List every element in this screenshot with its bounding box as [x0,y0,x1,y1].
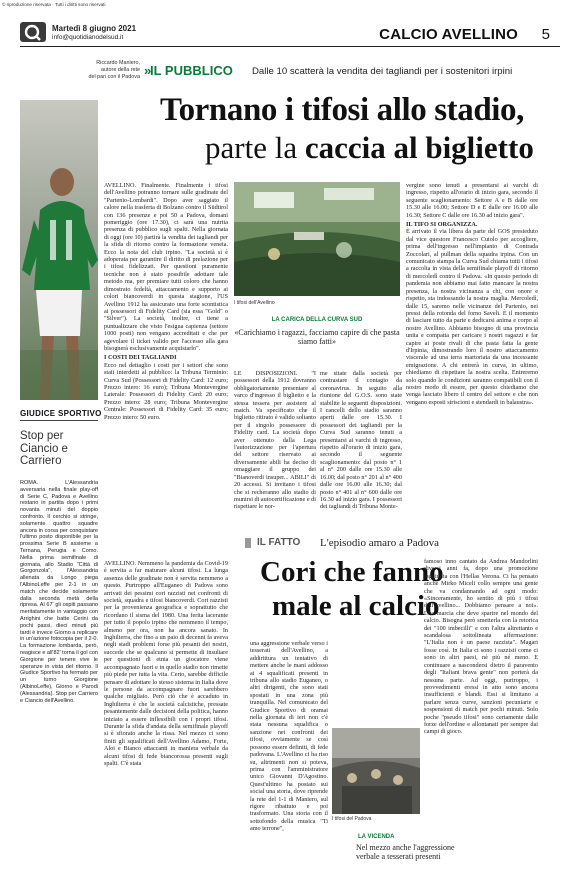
sidebar-divider [20,420,98,421]
section-title: CALCIO AVELLINO [379,26,518,43]
article-subkicker: Dalle 10 scatterà la vendita dei tagliandi per i sostenitori irpini [252,66,513,77]
section-marker [245,538,251,548]
issue-date: Martedì 8 giugno 2021 [52,24,137,33]
headline-line-2: parte la caccia al biglietto [205,130,534,165]
fatto-column-3: famoso inno cantato da Andrea Mandorlini diversi anni fa, dopo una promozione raggiunta con l'Hellas Verona. Ci ha pensato anche Mirko Miceli collo sempre una gente che va condannando ad ogni modo: «Sinceramente, ho sentito di più i tifosi dell'Avellino... Dobbiamo pensare a noi». Una marcia che deve sparire nel mondo del calcio. Bisogna però smetterla con la retorica dei "100 imbecilli" e con l'altra altrettanto e scandalosa sottolineata affermazione: "L'Italia non è un paese razzista". Magari fosse così. In Italia ci sono i razzisti come ci sono in altri paesi, nè più né meno. E continuare a nascondersi dietro il paravento degli "Italiani brava gente" non porterà da nessuna parte. Ad oggi, purtroppo, i provvedimenti eressi in atto sono ancora insufficienti e blandi. Essi si limitano a parlare senza curve, sanzioni pecuniarie e sospensioni di match per pochi minuti. Solo poche "pseudo tifosi" sono certamente dalle forze dell'ordine e allontanati per sempre dai campi di gioco. [424,558,538,736]
article-column-1: AVELLINO. Finalmente. Finalmente i tifosi dell'Avellino potranno tornare sulle gradinate del "Partenio-Lombardi". Dopo aver saggiato il calore nella trasferta di Bolzano contro il Südtirol con 136 presenze e poi 50 a Padova, domani pomeriggio (ore 17.30), ci sarà una nutrita presenza di pubblico sugli spalti. Nella giornata di oggi (ore 10) partirà la vendita dei tagliandi per la sfida di ritorno contro la formazione veneta. Ecco la nota del club irpino. "La società si è adoperata per garantire il diritto di prelazione per i tifosi fidelizzati. Per questioni puramente tecniche non è stato possibile adottare tale metodo ma, per premiare tutti coloro che hanno dimostrato fedeltà, attaccamento e supporto ai colori biancoverdi in questa stagione, l'US Avellino 1912 ha assicurato una forte scontistica ai possessori di Fidelity Card (sia essa "Gold" o "Silver"). La società, inoltre, ci tiene a puntualizzare che visto l'esigua capienza (settore 1000 posti) non vengano accreditati e che per agevolare il ticket valido per l'accesso alla gara bisognerà esclusivamente acquistarlo". I COSTI DEI TAGLIANDI Ecco nel dettaglio i costi per i settori che sono stati interdetti al pubblico: la Tribuna Terminio: Curva Sud (Possessori di Fidelity Card: 12 euro; Prezzo intero: 16 euro); Tribuna Montevergine Laterale: Possessori di Fidelity Card: 20 euro; Prezzo intero: 28 euro; Tribuna Montevergine Centrale: Possessori di Fidelity Card: 35 euro; Prezzo intero: 50 euro. [104,182,228,421]
chevron-right-icon: » [144,63,152,78]
fatto-headline-line-2: male al calcio [272,590,440,622]
copyright-note: © riproduzione riservata · Tutti i diritti sono riservati [2,2,106,7]
pull-quote-label: LA CARICA DELLA CURVA SUD [271,317,363,323]
player-photo [20,100,98,400]
headline-line-1: Tornano i tifosi allo stadio, [160,92,525,128]
sidebar-title: Stop per Ciancio e Carriero [20,430,68,467]
fatto-subtitle: L'episodio amaro a Padova [320,537,439,549]
header-divider [20,46,560,47]
crowd-photo-caption: I tifosi dell'Avellino [234,300,275,306]
article-column-3: me sitate dalla società per contrastare il contagio da coronavirus. In seguito alla riunione del G.O.S. sono state stabilite le seguenti disposizioni. I cancelli dello stadio saranno aperti dalle ore 15.30. I possessori dei tagliandi per la Curva Sud saranno tenuti a presentarsi ai varchi di ingresso, rispetto all'orario di inizio gara, secondo il seguente scaglionamento: dal posto n° 1 al n° 200 dalle ore 15.30 alle 16.00; dal posto n° 201 al n° 400 dalle ore 16.00 alle 16.30; dal posto n° 401 al n° 600 dalle ore 16.30 ad inizio gara. I possessori dei tagliandi di Tribuna Monte- [320,370,402,511]
newspaper-logo-icon [20,22,46,42]
padova-fans-photo [332,728,420,814]
fatto-headline-line-1: Cori che fanno [260,556,444,588]
page-number: 5 [541,26,550,43]
article-column-2: LE DISPOSIZIONI. "I possessori della 1912 dovranno obbligatoriamente presentare al varco d'ingresso il biglietto e la stessa tessera per assistere al match. Va specificato che il biglietto ritirato è valido soltanto per il singolo possessore di Fidelity card. La società dopo aver ottenuto dalla Lega l'autorizzazione per l'apertura del settore riservato ai diversamente abili ha deciso di omaggiare il gruppo dei "Bianoverdi insuper... ABILI" di 20 accessi. Si invitano i tifosi che si recheranno allo stadio di munirsi di autocertificazione e di rispettare le nor- [234,370,316,511]
article-kicker: IL PUBBLICO [150,63,233,78]
fatto-column-1: AVELLINO. Nemmeno la pandemia da Covid-19 è servita a far maturare alcuni tifosi. La lunga assenza delle gradinate non è servita nemmeno a questo. Purtroppo all'Euganeo di Padova sono arrivati dei pessimi cori razzisti nei confronti di società, squadra e tifosi biancoverdi. Cori razzisti per la provenienza geografica e soprattutto che ricordano il sisma del 1980. Una ferita lacerante per tutto il popolo irpino che nemmeno il tempo, almeno per ora, non ha ancora sanato. In Inghilterra, che fino a un paio di decenni fa aveva negli stadi problemi forse più pesanti dei nostri, succede che se qualcuno si permette di insultare per questioni di etnia un giocatore viene accompagnato fuori e in quello stadio non rimette più piede per tutta la vita. Certo, sarebbe difficile pensare di adottare lo stesso sistema in Italia dove le persone da accompagnare fuori sarebbero qualche migliaio. Però ciò che è accaduto in Inghilterra è che le società calcistiche, pressate pesantemente dalle decisioni della politica, hanno iniziato a essere inflessibili con i propri tifosi. Durante la sfida d'andata della semifinale playoff si è sfiorato anche la rissa. Nel mezzo ci sono finiti gli squalificati dell'Avellino Adamo, Forte, Aloi e Bianco attaccanti in maniera verbale da alcuni tifosi di fede biancorossa presenti sugli spalti. C'è stata [104,560,228,767]
fatto-kicker: IL FATTO [257,537,301,548]
photo-credit: Riccardo Maniero, autore della rete del pari con il Padova [88,60,140,80]
padova-photo-caption: I tifosi del Padova [332,816,372,822]
sidebar-label: GIUDICE SPORTIVO [20,409,102,418]
contact-email[interactable]: info@quotidianodelsud.it [52,34,124,41]
article-column-4: vergine sono tenuti a presentarsi ai varchi di ingresso, rispetto all'orario di inizio gara, secondo il seguente scaglionamento: Settore A e B dalle ore 15.30 alle 16.00; Settore D e E dalle ore 16.00 alle 16.30; Settore C dalle ore 16.30 ad inizio gara". IL TIFO SI ORGANIZZA. È arrivato il via libera da parte del GOS presieduto dal vice questore Francesco Cutolo per accogliere, prima dell'ingresso nell'impianto di Contrada Zoccolari, al pullman della squadra irpina. Con un comunicato stampa la Curva Sud chiama tutti i tifosi a raccolta in vista della semifinale playoff di ritorno di mercoledì contro il Padova. «In questo periodo di pandemia non abbiamo mai fatto mancare la nostra presenza, la nostra vicinanza a chi, con onore e rispetto, sta indossando la nostra maglia. Mercoledì, dalle 15, saremo nelle vicinanze del Partenio, nei pressi della rotonda del forno Saveli. È il momento di lasciare tutto da parte e dedicarsi anima e corpo al nostro Avellino. Abbiamo bisogno di una provincia unita e compatta per caricare i nostri ragazzi e far capire ai poste rivali di che pasta fatta la gente d'Irpinia, dimostrando loro il nostro attaccamento viscerale ad una terra martoriata da una incessante emigrazione. A chi entrerà in curva, in ultimo, chiediamo di rispettare la nostra scelta. Entreremo solo quando le condizioni saranno compatibili con il nostro modo di essere, per questo chiediamo che venga lasciato libero il centro del settore e che non vengano esposti striscioni e stendardi in balaustra». [406,182,538,406]
sidebar-body: ROMA. L'Alessandria avversaria nella finale play-off di Serie C, Padova e Avellino restano in partita dopo i primi novanta minuti del doppio confronto. Il cerchio si stringe, solamente quattro squadre ancora in corsa per conquistare l'ultimo posto disponibile per la prossima Serie B assieme a Ternana, Perugia e Como. Nella prima semifinale di giornata, allo Stadio "Città di Gorgonzola", l'Alessandria allenata da Longo piega l'AlbinoLeffe per 2-1 in un match che decide solamente dalla seconda metà della ripresa. Al 67' gli ospiti passano meritatamente in vantaggio con Arrighini che batte Cerini da pochi passi, dieci minuti più tardi è invece Giorno a replicare in un'azione fotocopia per il 2-0. La formazione lombarda, però, reagisce e all'82' torna il gol con Giorgione per tenere vive le speranze in vista del ritorno. Il Giudice Sportivo ha fermato per un turno Giorgione (AlbinoLeffe), Giorno e Parodi (Alessandria). Stop per Carriero e Ciancio dell'Avellino. [20,480,98,704]
fatto-column-2: una aggressione verbale verso i tesserati dell'Avellino, a addirittura un tentativo di mettere anche le mani addosso ai 4 squalificati presenti in tribuna allo stadio Euganeo, o altri dirigenti, che sono stati spostati in una zona più tranquilla. Nel comunicato del Giudice Sportivo di oramai nella giornata di ieri non c'è stata nessuna squalifica o sanzione nei confronti dei tifosi, ovviamente se così possono essere definiti, di fede padovana. L'Avellino ci ha riso su, altrimenti non si poteva, prima con l'amministratore unico Giovanni D'Agostino. Quest'ultimo ha postato sui social una storia, dove riprende la rete del 1-1 di Maniero, sul rigore ribattuto e poi trasformato. Una storia con il sottofondo della musica "Ti amo terrone", [250,640,328,833]
vicenda-label: LA VICENDA [358,834,395,840]
pull-quote-text: «Carichiamo i ragazzi, facciamo capire di che pasta siamo fatti» [234,328,400,346]
crowd-photo [234,182,400,296]
vicenda-text: Nel mezzo anche l'aggressione verbale a tesserati presenti [356,843,455,861]
